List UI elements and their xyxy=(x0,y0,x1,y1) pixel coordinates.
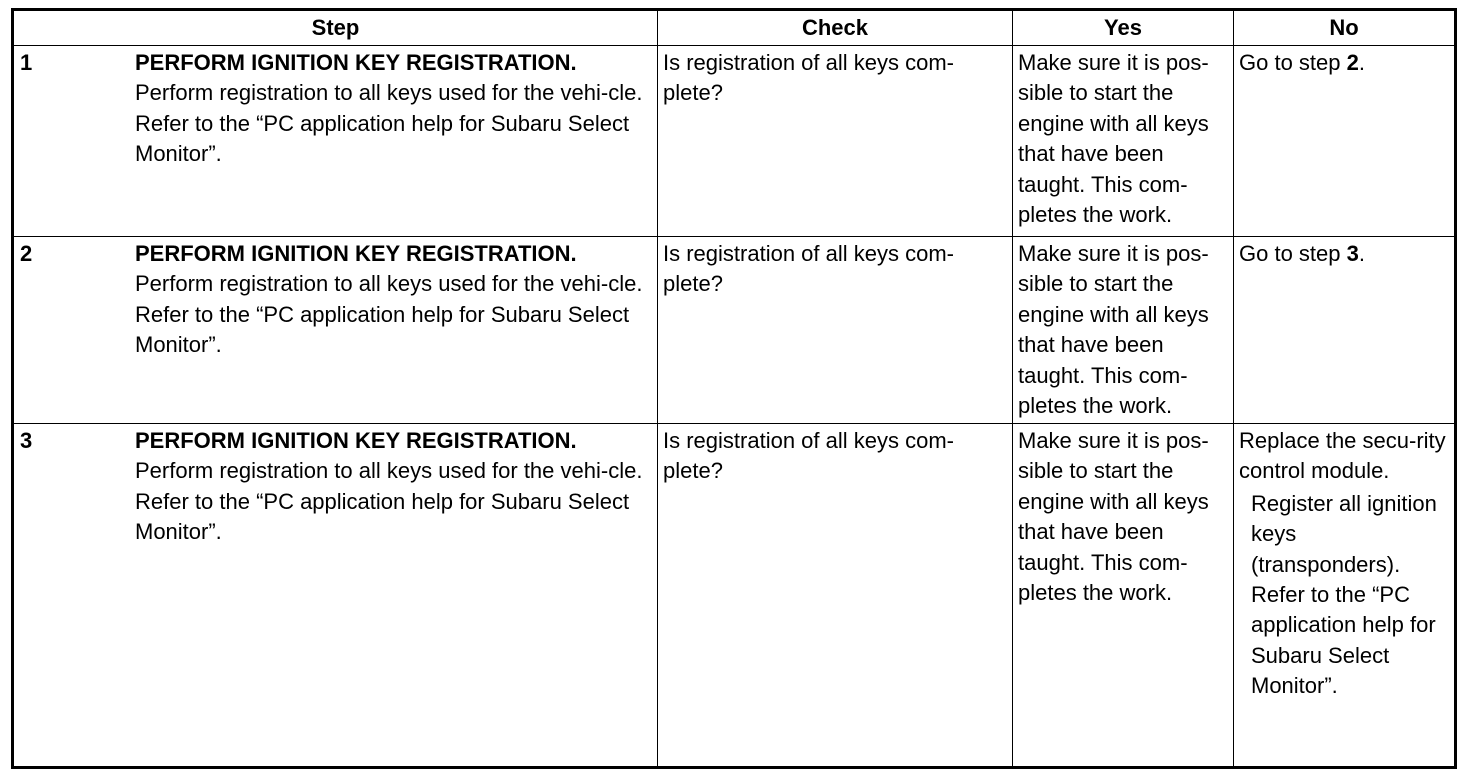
header-yes: Yes xyxy=(1013,10,1234,46)
no-suffix: . xyxy=(1358,241,1365,266)
step-title: PERFORM IGNITION KEY REGISTRATION. xyxy=(135,428,577,453)
header-row xyxy=(13,10,1456,46)
header-no: No xyxy=(1234,10,1456,46)
no-text xyxy=(1234,237,1454,269)
header-check: Check xyxy=(658,10,1013,46)
header-step: Step xyxy=(13,10,658,46)
yes-cell xyxy=(1013,424,1234,768)
no-suffix: . xyxy=(1358,50,1365,75)
step-cell xyxy=(13,424,658,768)
no-cell xyxy=(1234,237,1456,424)
yes-cell xyxy=(1013,46,1234,237)
yes-text: Make sure it is pos-sible to start the engine with all keys that have been taught. This com-pletes the work. xyxy=(1018,50,1209,228)
no-text xyxy=(1234,424,1454,702)
no-action-register: Register all ignition keys (transponders). Refer to the “PC application help for Subaru Select Monitor”. xyxy=(1251,490,1437,699)
check-text: Is registration of all keys com-plete? xyxy=(663,241,954,297)
step-description: Perform registration to all keys used for the vehi-cle. Refer to the “PC application help for Subaru Select Monitor”. xyxy=(135,271,643,358)
yes-text: Make sure it is pos-sible to start the engine with all keys that have been taught. This com-pletes the work. xyxy=(1018,241,1209,419)
step-number: 2 xyxy=(20,241,33,266)
check-text: Is registration of all keys com-plete? xyxy=(663,50,954,106)
yes-text: Make sure it is pos-sible to start the engine with all keys that have been taught. This com-pletes the work. xyxy=(1018,428,1209,606)
table-row xyxy=(13,237,1456,424)
diagnostic-table xyxy=(11,8,1457,769)
table-row xyxy=(13,46,1456,237)
check-cell xyxy=(658,46,1013,237)
step-number: 3 xyxy=(20,428,33,453)
step-description: Perform registration to all keys used for the vehi-cle. Refer to the “PC application help for Subaru Select Monitor”. xyxy=(135,80,643,167)
next-step-ref: 3 xyxy=(1346,241,1359,266)
next-step-ref: 2 xyxy=(1346,50,1359,75)
step-number: 1 xyxy=(20,50,33,75)
check-cell xyxy=(658,237,1013,424)
no-prefix: Go to step xyxy=(1239,241,1347,266)
check-cell xyxy=(658,424,1013,768)
no-prefix: Go to step xyxy=(1239,50,1347,75)
step-cell xyxy=(13,46,658,237)
no-text xyxy=(1234,46,1454,78)
step-title: PERFORM IGNITION KEY REGISTRATION. xyxy=(135,241,577,266)
table-row xyxy=(13,424,1456,768)
step-cell xyxy=(13,237,658,424)
yes-cell xyxy=(1013,237,1234,424)
check-text: Is registration of all keys com-plete? xyxy=(663,428,954,484)
step-description: Perform registration to all keys used for the vehi-cle. Refer to the “PC application help for Subaru Select Monitor”. xyxy=(135,458,643,545)
no-cell xyxy=(1234,46,1456,237)
step-title: PERFORM IGNITION KEY REGISTRATION. xyxy=(135,50,577,75)
no-action-replace: Replace the secu-rity control module. xyxy=(1239,428,1446,484)
no-cell xyxy=(1234,424,1456,768)
